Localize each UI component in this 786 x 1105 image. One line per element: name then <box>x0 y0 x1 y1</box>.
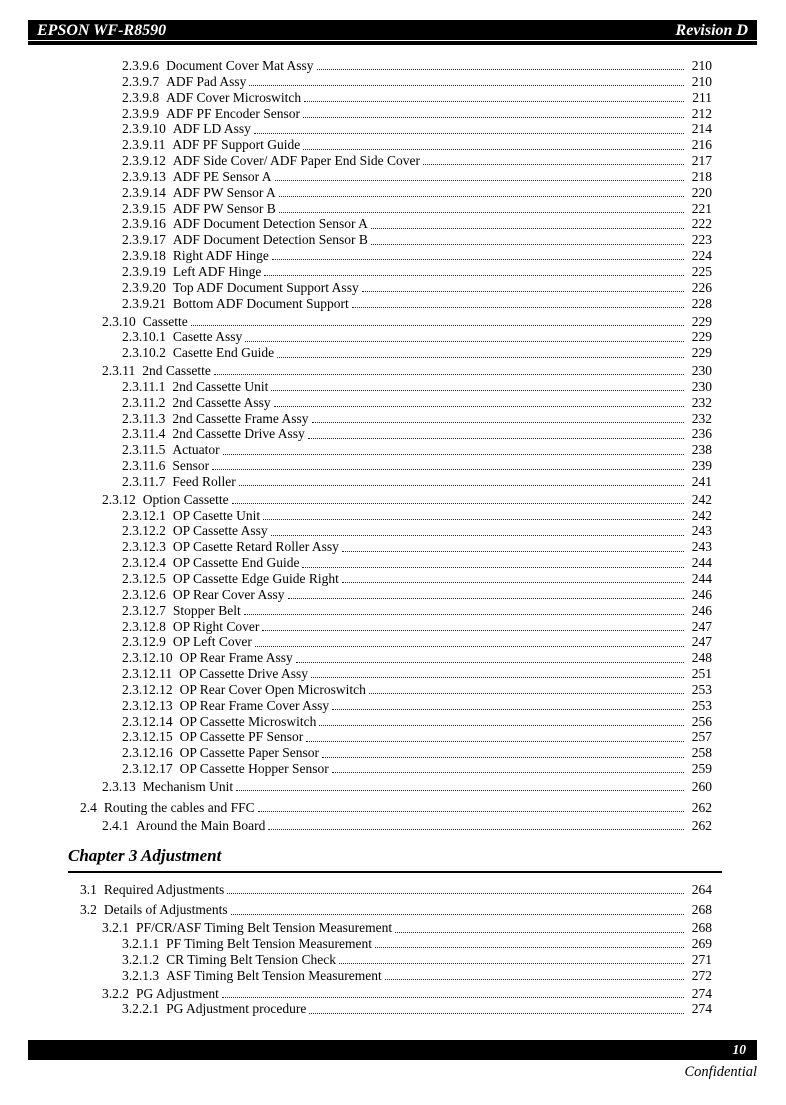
toc-entry[interactable] <box>68 363 712 379</box>
toc-entry-number: 2.3.9.18 <box>122 248 166 264</box>
toc-entry-title: ADF PW Sensor A <box>172 184 276 200</box>
toc-entry-title: ADF PF Support Guide <box>172 137 301 153</box>
toc-entry-page: 253 <box>691 697 712 713</box>
dot-leader <box>260 508 686 524</box>
dot-leader <box>241 603 686 619</box>
dot-leader <box>339 539 686 555</box>
toc-entry[interactable] <box>68 729 712 745</box>
toc-entry-title: Stopper Belt <box>172 602 241 618</box>
toc-entry[interactable] <box>68 902 712 918</box>
dot-leader <box>316 714 686 730</box>
toc-entry-title: 2nd Cassette Unit <box>172 378 269 394</box>
toc-entry[interactable] <box>68 426 712 442</box>
toc-entry-title: OP Right Cover <box>172 618 260 634</box>
toc-entry-title: OP Rear Frame Cover Assy <box>179 697 330 713</box>
toc-entry[interactable] <box>68 714 712 730</box>
header-model-title: EPSON WF-R8590 <box>37 21 167 39</box>
toc-entry-number: 2.4 <box>80 799 97 815</box>
dot-leader <box>251 121 686 137</box>
toc-entry-page: 216 <box>691 137 712 153</box>
toc-entry[interactable] <box>68 442 712 458</box>
toc-entry-page: 274 <box>691 985 712 1001</box>
toc-entry[interactable] <box>68 314 712 330</box>
toc-entry-title: Document Cover Mat Assy <box>166 58 314 73</box>
dot-leader <box>228 902 686 918</box>
toc-entry-title: OP Cassette Microswitch <box>179 713 317 729</box>
dot-leader <box>259 619 686 635</box>
dot-leader <box>246 74 686 90</box>
toc-entry-number: 2.3.10.1 <box>122 329 166 345</box>
toc-entry[interactable] <box>68 345 712 361</box>
toc-entry[interactable] <box>68 379 712 395</box>
toc-entry[interactable] <box>68 603 712 619</box>
toc-entry-title: ASF Timing Belt Tension Measurement <box>166 967 382 983</box>
toc-entry-number: 2.3.9.7 <box>122 73 160 89</box>
toc-entry-title: ADF PF Encoder Sensor <box>166 105 300 121</box>
dot-leader <box>229 492 686 508</box>
toc-entry-number: 3.2.1 <box>102 920 129 936</box>
dot-leader <box>268 523 686 539</box>
toc-entry-page: 256 <box>691 713 712 729</box>
toc-entry-page: 221 <box>691 200 712 216</box>
toc-entry-number: 2.3.9.16 <box>122 216 166 232</box>
toc-entry-number: 2.3.12.16 <box>122 745 173 761</box>
toc-entry-number: 2.3.9.11 <box>122 137 166 153</box>
toc-entry[interactable] <box>68 682 712 698</box>
toc-entry-page: 246 <box>691 586 712 602</box>
toc-entry-number: 2.3.12.3 <box>122 539 166 555</box>
toc-entry-title: OP Rear Cover Assy <box>172 586 285 602</box>
dot-leader <box>236 474 686 490</box>
toc-entry-number: 2.3.12.10 <box>122 650 173 666</box>
toc-entry-number: 2.3.12.12 <box>122 681 173 697</box>
dot-leader <box>372 936 686 952</box>
toc-entry-title: Casette End Guide <box>172 345 275 361</box>
dot-leader <box>219 986 686 1002</box>
dot-leader <box>299 555 686 571</box>
toc-entry[interactable] <box>68 248 712 264</box>
dot-leader <box>392 920 686 936</box>
toc-entry[interactable] <box>68 745 712 761</box>
toc-entry[interactable] <box>68 201 712 217</box>
toc-entry[interactable] <box>68 1001 712 1017</box>
toc-entry[interactable] <box>68 58 712 74</box>
toc-entry[interactable] <box>68 523 712 539</box>
dot-leader <box>285 587 687 603</box>
toc-entry-number: 2.3.12.14 <box>122 713 173 729</box>
confidential-label: Confidential <box>684 1064 757 1080</box>
toc-entry-page: 229 <box>691 345 712 361</box>
toc-entry-title: Routing the cables and FFC <box>103 799 255 815</box>
toc-entry-page: 210 <box>691 58 712 73</box>
toc-entry-number: 3.1 <box>80 881 97 897</box>
toc-entry-page: 248 <box>691 650 712 666</box>
toc-entry[interactable] <box>68 411 712 427</box>
toc-entry-page: 232 <box>691 394 712 410</box>
toc-entry[interactable] <box>68 619 712 635</box>
toc-entry-number: 2.3.9.17 <box>122 232 166 248</box>
toc-entry-page: 239 <box>691 458 712 474</box>
toc-entry-number: 2.3.13 <box>102 778 136 794</box>
dot-leader <box>303 729 686 745</box>
toc-entry[interactable] <box>68 761 712 777</box>
toc-entry-number: 2.3.11.1 <box>122 378 166 394</box>
toc-entry-number: 2.3.12.17 <box>122 761 173 777</box>
toc-entry-page: 242 <box>691 491 712 507</box>
toc-entry-number: 2.3.12.13 <box>122 697 173 713</box>
toc-entry-number: 2.3.9.6 <box>122 58 160 73</box>
toc-entry-number: 2.3.11.7 <box>122 473 166 489</box>
dot-leader <box>359 280 686 296</box>
toc-entry-page: 225 <box>691 263 712 279</box>
dot-leader <box>420 153 686 169</box>
toc-entry-title: OP Left Cover <box>172 634 252 650</box>
toc-entry-title: Actuator <box>172 442 220 458</box>
toc-entry-title: Right ADF Hinge <box>172 248 269 264</box>
toc-entry[interactable] <box>68 539 712 555</box>
toc-entry[interactable] <box>68 296 712 312</box>
toc-entry-title: OP Casette Retard Roller Assy <box>172 539 339 555</box>
dot-leader <box>300 137 686 153</box>
toc-entry[interactable] <box>68 650 712 666</box>
toc-entry-page: 217 <box>691 153 712 169</box>
dot-leader <box>308 666 686 682</box>
toc-entry-page: 229 <box>691 329 712 345</box>
toc-entry-page: 212 <box>691 105 712 121</box>
toc-entry-page: 223 <box>691 232 712 248</box>
dot-leader <box>368 216 686 232</box>
dot-leader <box>209 458 686 474</box>
toc-entry-title: OP Cassette Assy <box>172 523 268 539</box>
toc-entry-number: 2.4.1 <box>102 817 129 833</box>
table-of-contents <box>68 58 712 1017</box>
toc-entry-number: 2.3.9.20 <box>122 279 166 295</box>
toc-entry-page: 259 <box>691 761 712 777</box>
toc-entry[interactable] <box>68 818 712 834</box>
toc-entry-page: 269 <box>691 936 712 952</box>
toc-entry[interactable] <box>68 329 712 345</box>
dot-leader <box>329 698 686 714</box>
toc-entry-title: Around the Main Board <box>136 817 266 833</box>
toc-entry-number: 2.3.11.4 <box>122 426 166 442</box>
dot-leader <box>305 426 686 442</box>
toc-entry[interactable] <box>68 474 712 490</box>
toc-entry-number: 2.3.12.9 <box>122 634 166 650</box>
toc-entry-page: 243 <box>691 523 712 539</box>
toc-entry[interactable] <box>68 395 712 411</box>
toc-entry[interactable] <box>68 882 712 898</box>
toc-entry-number: 2.3.12.7 <box>122 602 166 618</box>
toc-entry-number: 2.3.9.10 <box>122 121 166 137</box>
toc-entry-title: PF/CR/ASF Timing Belt Tension Measurement <box>136 920 393 936</box>
toc-entry-page: 218 <box>691 168 712 184</box>
toc-entry-page: 247 <box>691 618 712 634</box>
dot-leader <box>368 232 686 248</box>
footer-page-number: 10 <box>732 1042 746 1057</box>
toc-entry-page: 272 <box>691 967 712 983</box>
toc-entry-page: 258 <box>691 745 712 761</box>
toc-entry-number: 2.3.11.3 <box>122 410 166 426</box>
toc-entry[interactable] <box>68 936 712 952</box>
toc-entry[interactable] <box>68 952 712 968</box>
toc-entry-title: Mechanism Unit <box>142 778 234 794</box>
dot-leader <box>268 379 686 395</box>
toc-entry-title: 2nd Cassette Frame Assy <box>172 410 309 426</box>
toc-entry[interactable] <box>68 153 712 169</box>
toc-entry-page: 229 <box>691 313 712 329</box>
toc-entry-number: 2.3.11.6 <box>122 458 166 474</box>
toc-entry-page: 242 <box>691 507 712 523</box>
toc-entry-title: 2nd Cassette Assy <box>172 394 271 410</box>
toc-entry-page: 228 <box>691 295 712 311</box>
header-revision-label: Revision D <box>675 21 748 39</box>
toc-entry-number: 2.3.10.2 <box>122 345 166 361</box>
header-bar <box>28 20 757 45</box>
toc-entry-title: OP Cassette Edge Guide Right <box>172 571 339 586</box>
toc-entry-page: 268 <box>691 902 712 918</box>
dot-leader <box>306 1001 686 1017</box>
toc-entry[interactable] <box>68 74 712 90</box>
toc-entry[interactable] <box>68 280 712 296</box>
toc-entry[interactable] <box>68 121 712 137</box>
toc-entry[interactable] <box>68 185 712 201</box>
toc-entry[interactable] <box>68 169 712 185</box>
toc-entry-number: 2.3.9.15 <box>122 200 166 216</box>
toc-entry-page: 214 <box>691 121 712 137</box>
toc-entry-page: 244 <box>691 555 712 571</box>
toc-entry[interactable] <box>68 920 712 936</box>
toc-entry-number: 2.3.12.6 <box>122 586 166 602</box>
toc-entry-title: ADF Side Cover/ ADF Paper End Side Cover <box>172 153 420 169</box>
dot-leader <box>382 968 686 984</box>
toc-entry[interactable] <box>68 492 712 508</box>
toc-entry-number: 2.3.12.2 <box>122 523 166 539</box>
dot-leader <box>319 745 686 761</box>
toc-entry[interactable] <box>68 137 712 153</box>
dot-leader <box>366 682 686 698</box>
toc-entry-title: OP Casette Unit <box>172 507 261 523</box>
toc-entry-title: OP Cassette Drive Assy <box>179 666 308 682</box>
toc-entry[interactable] <box>68 666 712 682</box>
toc-entry[interactable] <box>68 508 712 524</box>
toc-entry-number: 3.2.1.2 <box>122 951 160 967</box>
dot-leader <box>255 800 686 816</box>
toc-entry-title: ADF Document Detection Sensor B <box>172 232 368 248</box>
toc-entry-page: 230 <box>691 378 712 394</box>
toc-entry[interactable] <box>68 986 712 1002</box>
toc-entry-title: PG Adjustment <box>136 985 219 1001</box>
toc-entry-number: 3.2.2 <box>102 985 129 1001</box>
toc-entry-title: ADF PW Sensor B <box>172 200 276 216</box>
toc-entry-number: 3.2.1.1 <box>122 936 160 952</box>
dot-leader <box>329 761 686 777</box>
toc-entry[interactable] <box>68 571 712 587</box>
toc-entry-title: Sensor <box>172 458 210 474</box>
toc-entry-number: 3.2 <box>80 902 97 918</box>
toc-entry-title: Bottom ADF Document Support <box>172 295 349 311</box>
footer-bar <box>28 1040 757 1060</box>
toc-entry[interactable] <box>68 106 712 122</box>
toc-entry-title: Option Cassette <box>142 491 229 507</box>
dot-leader <box>276 185 686 201</box>
dot-leader <box>276 201 686 217</box>
toc-entry-number: 2.3.11.2 <box>122 394 166 410</box>
toc-entry-number: 2.3.11.5 <box>122 442 166 458</box>
dot-leader <box>224 882 686 898</box>
toc-entry[interactable] <box>68 968 712 984</box>
toc-entry-number: 2.3.12.15 <box>122 729 173 745</box>
dot-leader <box>242 329 686 345</box>
toc-entry-page: 262 <box>691 799 712 815</box>
dot-leader <box>252 634 686 650</box>
toc-entry[interactable] <box>68 458 712 474</box>
dot-leader <box>274 345 686 361</box>
toc-entry-page: 224 <box>691 248 712 264</box>
toc-entry-number: 2.3.9.9 <box>122 105 160 121</box>
toc-entry[interactable] <box>68 634 712 650</box>
toc-entry-title: Feed Roller <box>172 473 236 489</box>
chapter-heading: Chapter 3 Adjustment <box>68 846 722 873</box>
toc-entry-number: 3.2.2.1 <box>122 1001 160 1017</box>
toc-entry[interactable] <box>68 779 712 795</box>
toc-entry-title: ADF PE Sensor A <box>172 168 272 184</box>
toc-entry-page: 274 <box>691 1001 712 1017</box>
toc-entry-title: OP Cassette Hopper Sensor <box>179 761 329 777</box>
toc-entry-page: 271 <box>691 951 712 967</box>
toc-entry-number: 2.3.9.19 <box>122 263 166 279</box>
toc-entry-page: 268 <box>691 920 712 936</box>
dot-leader <box>265 818 686 834</box>
toc-entry-number: 2.3.9.12 <box>122 153 166 169</box>
toc-entry-title: OP Cassette Paper Sensor <box>179 745 319 761</box>
toc-entry[interactable] <box>68 216 712 232</box>
toc-entry-title: PF Timing Belt Tension Measurement <box>166 936 372 952</box>
dot-leader <box>336 952 686 968</box>
toc-entry-title: Required Adjustments <box>103 881 225 897</box>
toc-entry-number: 2.3.11 <box>102 363 136 379</box>
dot-leader <box>300 106 686 122</box>
toc-entry-number: 2.3.9.14 <box>122 184 166 200</box>
toc-entry[interactable] <box>68 90 712 106</box>
dot-leader <box>233 779 686 795</box>
dot-leader <box>293 650 686 666</box>
toc-entry-title: OP Cassette PF Sensor <box>179 729 304 745</box>
toc-entry-page: 257 <box>691 729 712 745</box>
toc-entry-title: Details of Adjustments <box>103 902 228 918</box>
dot-leader <box>211 363 686 379</box>
toc-entry-title: Casette Assy <box>172 329 243 345</box>
toc-entry-title: OP Rear Frame Assy <box>179 650 293 666</box>
toc-entry-number: 2.3.12.4 <box>122 555 166 571</box>
toc-entry-page: 244 <box>691 571 712 586</box>
toc-entry-page: 243 <box>691 539 712 555</box>
toc-entry-page: 241 <box>691 473 712 489</box>
dot-leader <box>188 314 686 330</box>
toc-entry-title: CR Timing Belt Tension Check <box>166 951 336 967</box>
toc-entry-number: 3.2.1.3 <box>122 967 160 983</box>
toc-entry[interactable] <box>68 555 712 571</box>
toc-entry[interactable] <box>68 800 712 816</box>
toc-entry-page: 226 <box>691 279 712 295</box>
toc-entry-number: 2.3.9.21 <box>122 295 166 311</box>
toc-entry[interactable] <box>68 587 712 603</box>
toc-entry-title: ADF Cover Microswitch <box>166 89 302 105</box>
toc-entry-page: 247 <box>691 634 712 650</box>
toc-entry-page: 246 <box>691 602 712 618</box>
toc-entry-page: 262 <box>691 817 712 833</box>
toc-entry-page: 220 <box>691 184 712 200</box>
dot-leader <box>314 58 687 74</box>
toc-entry-title: Cassette <box>142 313 188 329</box>
toc-entry-page: 264 <box>691 881 712 897</box>
toc-entry-title: 2nd Cassette <box>142 363 211 379</box>
toc-entry-number: 2.3.12.5 <box>122 571 166 586</box>
toc-entry[interactable] <box>68 264 712 280</box>
toc-entry[interactable] <box>68 698 712 714</box>
dot-leader <box>272 169 686 185</box>
toc-entry-page: 211 <box>692 89 712 105</box>
toc-entry-page: 236 <box>691 426 712 442</box>
dot-leader <box>269 248 686 264</box>
toc-entry[interactable] <box>68 232 712 248</box>
dot-leader <box>271 395 686 411</box>
toc-entry-page: 251 <box>691 666 712 682</box>
toc-entry-number: 2.3.9.8 <box>122 89 160 105</box>
toc-entry-page: 238 <box>691 442 712 458</box>
toc-entry-number: 2.3.12 <box>102 491 136 507</box>
dot-leader <box>309 411 687 427</box>
dot-leader <box>339 571 686 587</box>
toc-entry-page: 222 <box>691 216 712 232</box>
toc-entry-title: ADF Document Detection Sensor A <box>172 216 368 232</box>
toc-entry-title: OP Rear Cover Open Microswitch <box>179 681 366 697</box>
toc-entry-title: ADF Pad Assy <box>166 73 247 89</box>
dot-leader <box>349 296 686 312</box>
toc-entry-page: 232 <box>691 410 712 426</box>
toc-entry-number: 2.3.12.1 <box>122 507 166 523</box>
toc-entry-page: 230 <box>691 363 712 379</box>
toc-entry-title: 2nd Cassette Drive Assy <box>172 426 305 442</box>
toc-entry-number: 2.3.12.11 <box>122 666 173 682</box>
toc-entry-title: OP Cassette End Guide <box>172 555 300 571</box>
toc-entry-number: 2.3.12.8 <box>122 618 166 634</box>
dot-leader <box>220 442 686 458</box>
dot-leader <box>301 90 686 106</box>
toc-entry-title: Top ADF Document Support Assy <box>172 279 359 295</box>
dot-leader <box>261 264 686 280</box>
toc-entry-title: PG Adjustment procedure <box>166 1001 307 1017</box>
toc-entry-page: 210 <box>691 73 712 89</box>
toc-entry-page: 253 <box>691 681 712 697</box>
toc-entry-number: 2.3.10 <box>102 313 136 329</box>
toc-entry-page: 260 <box>691 778 712 794</box>
toc-entry-title: Left ADF Hinge <box>172 263 262 279</box>
toc-entry-title: ADF LD Assy <box>172 121 251 137</box>
toc-entry-number: 2.3.9.13 <box>122 168 166 184</box>
